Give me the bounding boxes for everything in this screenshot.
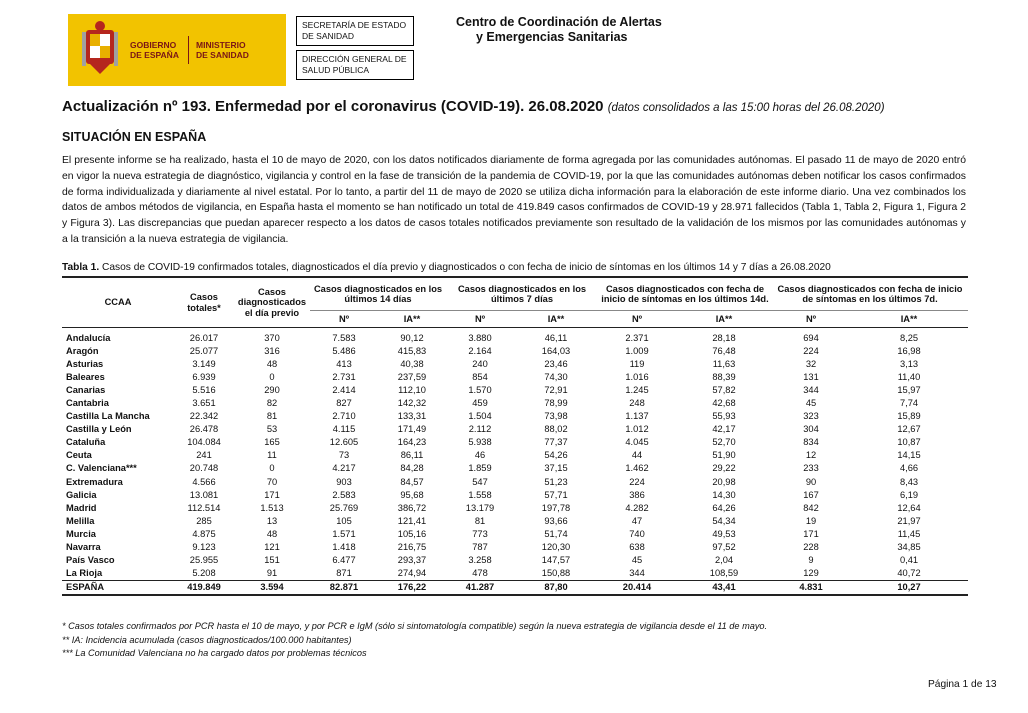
header-n: Nº — [310, 311, 378, 328]
body-paragraph: El presente informe se ha realizado, hasta el 10 de mayo de 2020, con los datos notificados diariamente de forma agregada por las comunidades autónomas. El pasado 11 de mayo de 2020 entró en vigor la nueva estrategia de diagnóstico, vigilancia y control en la fase de transición de la pandemia de COVID-19, por la que las comunidades autónomas deben notificar los casos confirmados de forma individualizada y diariamente al nivel estatal. Por lo tanto, a partir del 11 de mayo de 2020 se utiliza dicha información para la elaboración de este informe diario. Una vez combinados los datos de ambos métodos de vigilancia, en España hasta el momento se han notificado un total de 419.849 casos confirmados de COVID-19 y 28.971 fallecidos (Tabla 1, Tabla 2, Figura 1, Figura 2 y Figura 3). Las discrepancias que puedan aparecer respecto a los datos de casos totales notificados previamente son resultado de la validación de los mismos por las comunidades autónomas y a la transición a la nueva estrategia de vigilancia. — [62, 155, 966, 245]
table-cell: 3.594 — [234, 580, 310, 595]
table-cell: 105 — [336, 515, 352, 526]
header-ia: IA** — [676, 311, 772, 328]
table-cell: 290 — [264, 384, 280, 395]
table-cell: 112,10 — [398, 384, 426, 395]
table-row — [62, 541, 968, 554]
ccaa-name: Extremadura — [66, 476, 123, 487]
direccion-box: DIRECCIÓN GENERAL DE SALUD PÚBLICA — [296, 50, 414, 80]
table-cell: 82 — [266, 398, 278, 409]
table-cell: 57,82 — [712, 384, 736, 395]
table-cell: 344 — [803, 384, 819, 395]
table-cell: 240 — [472, 358, 488, 369]
table-cell: 5.486 — [332, 345, 356, 356]
table-cell: 84,28 — [400, 463, 424, 474]
table-cell: 25.769 — [329, 502, 359, 513]
table-row — [62, 357, 968, 370]
table-cell: 4,66 — [899, 463, 919, 474]
table-cell: 10,87 — [897, 437, 921, 448]
ccaa-name: C. Valenciana*** — [66, 463, 137, 474]
table-cell: 16,98 — [897, 345, 921, 356]
table-cell: 20.414 — [598, 580, 676, 595]
table-cell: 6,19 — [899, 489, 919, 500]
table-cell: 419.849 — [174, 580, 234, 595]
ccaa-name: Aragón — [66, 345, 99, 356]
table-cell: 5.938 — [468, 437, 492, 448]
note-2: ** IA: Incidencia acumulada (casos diagnosticados/100.000 habitantes) — [62, 634, 352, 645]
table-cell: 413 — [336, 358, 352, 369]
header-ia: IA** — [378, 311, 446, 328]
table-cell: 344 — [629, 568, 645, 579]
table-cell: 13.081 — [189, 489, 219, 500]
table-cell: 25.077 — [189, 345, 219, 356]
table-cell: 6.939 — [192, 371, 216, 382]
ccaa-name: Cataluña — [66, 437, 106, 448]
table-cell: 4.875 — [192, 528, 216, 539]
table-cell: 55,93 — [712, 411, 736, 422]
table-cell: 57,71 — [544, 489, 568, 500]
header-ia: IA** — [850, 311, 968, 328]
table-cell: 1.137 — [625, 411, 649, 422]
table-row — [62, 514, 968, 527]
table-cell: 386,72 — [397, 502, 427, 513]
ccaa-name: Ceuta — [66, 450, 92, 461]
table-cell: 248 — [629, 398, 645, 409]
table-cell: 2.112 — [468, 424, 492, 435]
cases-table — [62, 276, 968, 596]
table-cell: 386 — [629, 489, 645, 500]
table-cell: 32 — [805, 358, 817, 369]
centro-coordinacion-title: Centro de Coordinación de Alertas y Emergencias Sanitarias — [456, 15, 662, 44]
table-cell: 34,85 — [897, 542, 921, 553]
ccaa-name: Castilla y León — [66, 424, 132, 435]
header-n: Nº — [772, 311, 850, 328]
table-cell: 11,63 — [712, 358, 736, 369]
secretaria-box: SECRETARÍA DE ESTADO DE SANIDAD — [296, 16, 414, 46]
table-cell: 164,03 — [541, 345, 571, 356]
table-cell: 2.414 — [332, 384, 356, 395]
table-cell: 5.208 — [192, 568, 216, 579]
table-cell: 48 — [266, 358, 278, 369]
table-row — [62, 423, 968, 436]
table-cell: 120,30 — [541, 542, 571, 553]
table-cell: 1.558 — [468, 489, 492, 500]
table-cell: 547 — [472, 476, 488, 487]
table-cell: 8,43 — [899, 476, 919, 487]
table-cell: 88,02 — [544, 424, 568, 435]
table-cell: 2.583 — [332, 489, 356, 500]
table-cell: 54,34 — [712, 515, 736, 526]
government-logo — [68, 14, 286, 86]
table-cell: 7,74 — [899, 398, 919, 409]
table-row — [62, 527, 968, 540]
table-cell: 131 — [803, 371, 819, 382]
table-cell: 0 — [269, 371, 275, 382]
table-cell: 20,98 — [712, 476, 736, 487]
table-cell: 10,27 — [850, 580, 968, 595]
table-cell: 1.245 — [625, 384, 649, 395]
table-cell: 22.342 — [189, 411, 219, 422]
table-cell: 4.282 — [625, 502, 649, 513]
table-cell: 11,45 — [897, 528, 921, 539]
ccaa-name: Asturias — [66, 358, 104, 369]
table-cell: 23,46 — [544, 358, 568, 369]
table-cell: 370 — [264, 332, 280, 343]
header-diag-previo: Casos diagnosticados el día previo — [237, 286, 307, 318]
table-cell: 11,40 — [897, 371, 921, 382]
table-cell: 1.012 — [625, 424, 649, 435]
table-cell: 3.258 — [468, 555, 492, 566]
table-cell: 51,23 — [544, 476, 568, 487]
table-notes — [62, 620, 767, 661]
table-row — [62, 488, 968, 501]
table-cell: 14,30 — [712, 489, 736, 500]
table-cell: 285 — [196, 515, 212, 526]
table-cell: 478 — [472, 568, 488, 579]
table-cell: 740 — [629, 528, 645, 539]
table-cell: 81 — [474, 515, 486, 526]
table-cell: 12 — [805, 450, 817, 461]
table-cell: 48 — [266, 528, 278, 539]
table-cell: 90,12 — [400, 332, 424, 343]
table-row — [62, 383, 968, 396]
ministerio-label: MINISTERIO DE SANIDAD — [196, 40, 249, 60]
table-cell: 44 — [631, 450, 643, 461]
table-row — [62, 344, 968, 357]
table-row — [62, 328, 968, 345]
table-cell: 13.179 — [465, 502, 495, 513]
table-cell: 827 — [336, 398, 352, 409]
table-cell: 164,23 — [397, 437, 427, 448]
table-cell: 54,26 — [544, 450, 568, 461]
table-cell: 2,04 — [714, 555, 734, 566]
table-cell: 13 — [266, 515, 278, 526]
table-cell: 3.880 — [468, 332, 492, 343]
table-cell: 4.115 — [332, 424, 356, 435]
table-cell: 1.418 — [332, 542, 356, 553]
ccaa-name: Navarra — [66, 542, 101, 553]
table-cell: 104.084 — [187, 437, 221, 448]
table-cell: 7.583 — [332, 332, 356, 343]
ccaa-name: País Vasco — [66, 555, 115, 566]
header-n: Nº — [598, 311, 676, 328]
table-cell: 95,68 — [400, 489, 424, 500]
table-cell: 694 — [803, 332, 819, 343]
table-cell: 237,59 — [397, 371, 427, 382]
table-cell: 224 — [803, 345, 819, 356]
table-cell: 167 — [803, 489, 819, 500]
table-cell: 97,52 — [712, 542, 736, 553]
table-cell: 147,57 — [541, 555, 571, 566]
table-cell: 46,11 — [544, 332, 568, 343]
table-cell: 0,41 — [899, 555, 919, 566]
section-heading: SITUACIÓN EN ESPAÑA — [62, 130, 207, 144]
table-cell: 87,80 — [514, 580, 598, 595]
table-cell: 3.651 — [192, 398, 216, 409]
ccaa-name: Andalucía — [66, 332, 111, 343]
table-cell: 43,41 — [676, 580, 772, 595]
table-cell: 1.016 — [625, 371, 649, 382]
table-cell: 2.710 — [332, 411, 356, 422]
table-cell: 415,83 — [397, 345, 427, 356]
header-sint-7: Casos diagnosticados con fecha de inicio de síntomas en los últimos 7d. — [777, 283, 963, 304]
ccaa-name: Murcia — [66, 528, 96, 539]
table-cell: 834 — [803, 437, 819, 448]
table-cell: 108,59 — [709, 568, 739, 579]
page-number: Página 1 de 13 — [928, 679, 997, 690]
table-row — [62, 567, 968, 581]
table-cell: 2.371 — [625, 332, 649, 343]
ccaa-name: Canarias — [66, 384, 106, 395]
table-cell: 119 — [629, 358, 645, 369]
table-cell: 142,32 — [397, 398, 427, 409]
table-cell: 1.859 — [468, 463, 492, 474]
table-cell: 2.731 — [332, 371, 356, 382]
table-cell: 171 — [803, 528, 819, 539]
table-cell: 3,13 — [899, 358, 919, 369]
header-sint-14: Casos diagnosticados con fecha de inicio de síntomas en los últimos 14d. — [601, 283, 769, 304]
table-cell: 171 — [264, 489, 280, 500]
ccaa-name: Castilla La Mancha — [66, 411, 150, 422]
table-cell: 26.478 — [189, 424, 219, 435]
table-cell: 1.504 — [468, 411, 492, 422]
table-cell: 53 — [266, 424, 278, 435]
header-diag-7: Casos diagnosticados en los últimos 7 días — [457, 283, 587, 304]
table-cell: 4.217 — [332, 463, 356, 474]
table-cell: 241 — [196, 450, 212, 461]
ccaa-name: Galicia — [66, 489, 97, 500]
table-cell: 37,15 — [544, 463, 568, 474]
table-cell: 842 — [803, 502, 819, 513]
total-row — [62, 580, 968, 595]
table-cell: 9 — [808, 555, 814, 566]
header-casos-totales: Casos totales* — [187, 292, 221, 313]
table-cell: 14,15 — [897, 450, 921, 461]
header-ccaa: CCAA — [104, 297, 132, 308]
table-cell: 5.516 — [192, 384, 216, 395]
table-cell: 40,72 — [897, 568, 921, 579]
table-row — [62, 410, 968, 423]
table-cell: 228 — [803, 542, 819, 553]
ccaa-name: Baleares — [66, 371, 105, 382]
table-cell: 638 — [629, 542, 645, 553]
header-ia: IA** — [514, 311, 598, 328]
table-cell: 1.009 — [625, 345, 649, 356]
table-cell: 93,66 — [544, 515, 568, 526]
header-n: Nº — [446, 311, 514, 328]
table-cell: 1.571 — [332, 528, 356, 539]
table-cell: 903 — [336, 476, 352, 487]
table-cell: 2.164 — [468, 345, 492, 356]
table-cell: 3.149 — [192, 358, 216, 369]
table-cell: 151 — [264, 555, 280, 566]
report-title-note: (datos consolidados a las 15:00 horas del 26.08.2020) — [607, 102, 885, 114]
table-cell: 29,22 — [712, 463, 736, 474]
table-cell: 121,41 — [397, 515, 427, 526]
table-cell: 121 — [264, 542, 280, 553]
table-cell: 233 — [803, 463, 819, 474]
table-cell: 49,53 — [712, 528, 736, 539]
ccaa-name: Cantabria — [66, 398, 109, 409]
table-cell: 19 — [805, 515, 817, 526]
table-cell: 42,17 — [712, 424, 736, 435]
table-cell: 105,16 — [397, 528, 427, 539]
table-cell: 773 — [472, 528, 488, 539]
table-cell: 28,18 — [712, 332, 736, 343]
ccaa-name: Melilla — [66, 515, 95, 526]
table-cell: 72,91 — [544, 384, 568, 395]
table-row — [62, 449, 968, 462]
table-cell: 73,98 — [544, 411, 568, 422]
table-cell: 78,99 — [544, 398, 568, 409]
table-cell: 8,25 — [899, 332, 919, 343]
table-cell: 12,67 — [897, 424, 921, 435]
table-cell: 12,64 — [897, 502, 921, 513]
coat-of-arms-icon — [82, 20, 118, 78]
table-cell: 40,38 — [400, 358, 424, 369]
table-cell: 25.955 — [189, 555, 219, 566]
table-cell: 76,48 — [712, 345, 736, 356]
table-row — [62, 396, 968, 409]
table-row — [62, 436, 968, 449]
table-cell: 90 — [805, 476, 817, 487]
table-cell: 20.748 — [189, 463, 219, 474]
table-row — [62, 501, 968, 514]
table-cell: 52,70 — [712, 437, 736, 448]
table-cell: 70 — [266, 476, 278, 487]
table-caption: Tabla 1. Casos de COVID-19 confirmados totales, diagnosticados el día previo y diagnosticados o con fecha de inicio de síntomas en los últimos 14 y 7 días a 26.08.2020 — [62, 262, 831, 273]
table-cell: 133,31 — [397, 411, 427, 422]
table-cell: 854 — [472, 371, 488, 382]
table-cell: 11 — [267, 450, 277, 461]
table-cell: 316 — [264, 345, 280, 356]
logo-divider — [188, 36, 189, 64]
table-cell: 6.477 — [332, 555, 356, 566]
table-cell: 74,30 — [544, 371, 568, 382]
table-cell: 129 — [803, 568, 819, 579]
table-cell: 304 — [803, 424, 819, 435]
table-cell: 165 — [264, 437, 280, 448]
table-cell: 73 — [338, 450, 350, 461]
table-cell: 41.287 — [446, 580, 514, 595]
table-cell: 91 — [266, 568, 278, 579]
table-cell: 1.462 — [625, 463, 649, 474]
table-cell: 176,22 — [378, 580, 446, 595]
table-cell: 51,90 — [712, 450, 736, 461]
table-cell: 15,89 — [897, 411, 921, 422]
table-cell: 293,37 — [397, 555, 427, 566]
table-cell: 42,68 — [712, 398, 736, 409]
table-cell: 871 — [336, 568, 352, 579]
table-row — [62, 554, 968, 567]
table-cell: 787 — [472, 542, 488, 553]
table-cell: 64,26 — [712, 502, 736, 513]
table-cell: 12.605 — [329, 437, 359, 448]
table-cell: 459 — [472, 398, 488, 409]
table-cell: 81 — [266, 411, 278, 422]
table-cell: 9.123 — [192, 542, 216, 553]
table-cell: 88,39 — [712, 371, 736, 382]
table-cell: 323 — [803, 411, 819, 422]
table-cell: 51,74 — [544, 528, 568, 539]
table-cell: 47 — [631, 515, 643, 526]
table-cell: 150,88 — [541, 568, 571, 579]
table-cell: 4.566 — [192, 476, 216, 487]
table-cell: 216,75 — [397, 542, 427, 553]
table-cell: 4.045 — [625, 437, 649, 448]
table-cell: 112.514 — [187, 502, 221, 513]
table-cell: 15,97 — [897, 384, 921, 395]
table-row — [62, 462, 968, 475]
header-diag-14: Casos diagnosticados en los últimos 14 días — [313, 283, 443, 304]
table-cell: 224 — [629, 476, 645, 487]
table-cell: 1.570 — [468, 384, 492, 395]
note-3: *** La Comunidad Valenciana no ha cargado datos por problemas técnicos — [62, 648, 367, 658]
table-cell: 197,78 — [541, 502, 571, 513]
table-row — [62, 475, 968, 488]
table-cell: 0 — [269, 463, 275, 474]
report-title: Actualización nº 193. Enfermedad por el coronavirus (COVID-19). 26.08.2020 (datos consolidados a las 15:00 horas del 26.08.2020) — [62, 98, 885, 115]
table-row — [62, 370, 968, 383]
table-cell: 45 — [805, 398, 817, 409]
table-cell: 26.017 — [189, 332, 219, 343]
ccaa-name: Madrid — [66, 502, 97, 513]
table-cell: 45 — [631, 555, 643, 566]
gobierno-label: GOBIERNO DE ESPAÑA — [130, 40, 179, 60]
table-cell: 77,37 — [544, 437, 568, 448]
table-cell: ESPAÑA — [62, 580, 174, 595]
note-1: * Casos totales confirmados por PCR hasta el 10 de mayo, y por PCR e IgM (sólo si sintomatología compatible) según la nueva estrategia de vigilancia desde el 11 de mayo. — [62, 621, 768, 631]
table-cell: 4.831 — [772, 580, 850, 595]
table-cell: 21,97 — [897, 515, 921, 526]
table-cell: 82.871 — [310, 580, 378, 595]
table-cell: 274,94 — [397, 568, 427, 579]
table-cell: 1.513 — [260, 502, 284, 513]
table-cell: 84,57 — [400, 476, 424, 487]
ccaa-name: La Rioja — [66, 568, 103, 579]
table-cell: 171,49 — [397, 424, 427, 435]
table-cell: 86,11 — [400, 450, 424, 461]
table-cell: 46 — [474, 450, 486, 461]
